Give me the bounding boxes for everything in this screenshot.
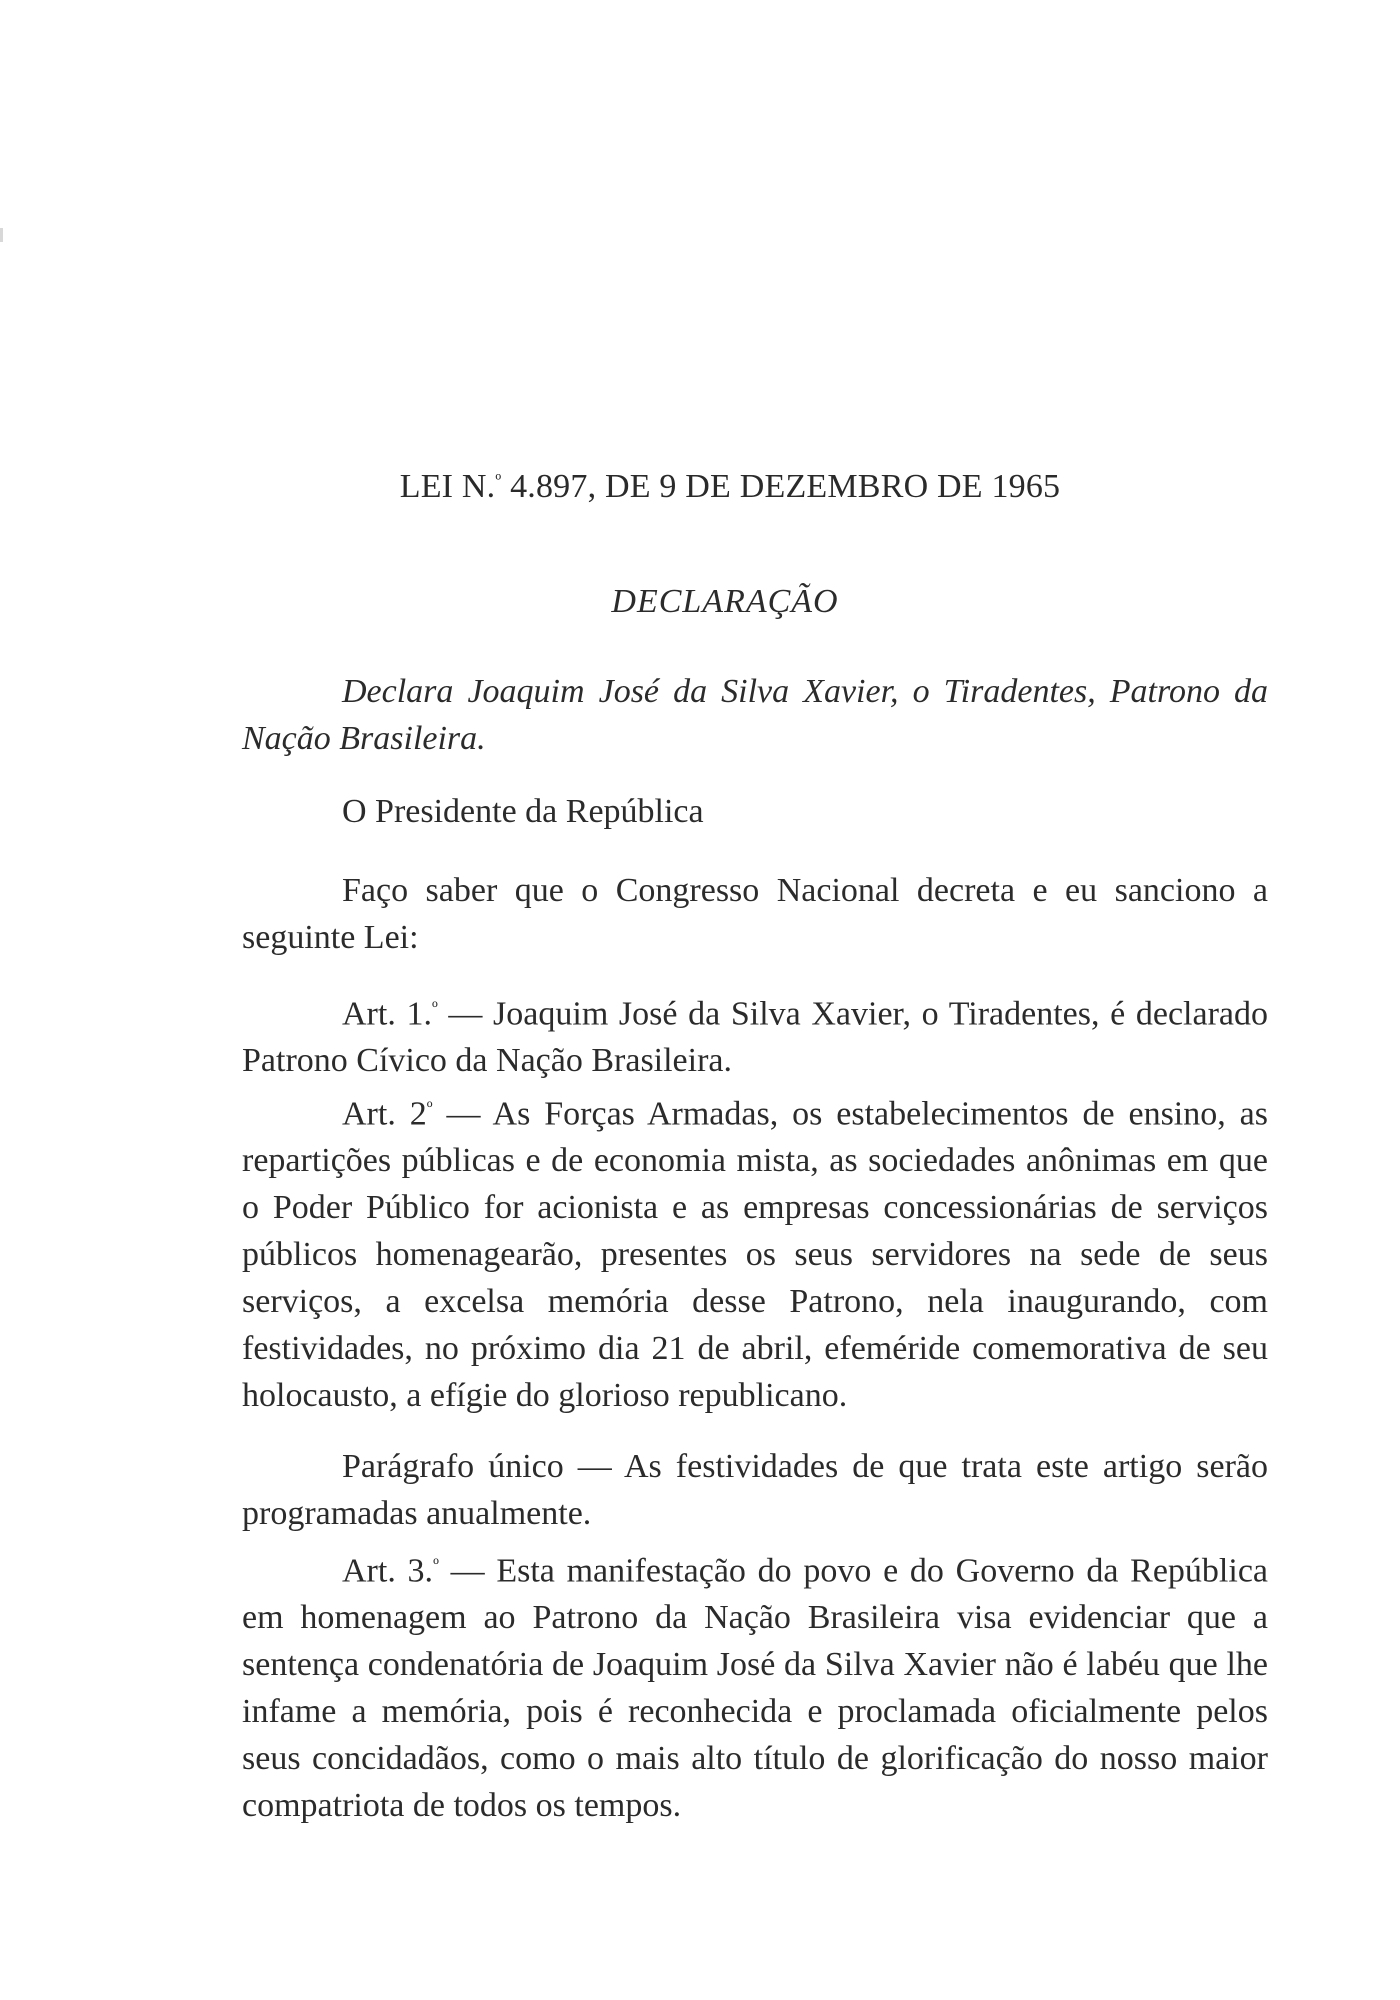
article-2-ordinal: º [426, 1098, 433, 1119]
article-3-ordinal: º [433, 1555, 439, 1576]
preamble-enactment: Faço saber que o Congresso Nacional decreta e eu sanciono a seguinte Lei: [242, 872, 1268, 956]
article-2 [242, 1085, 1268, 1419]
article-3 [242, 1542, 1268, 1829]
scan-edge-mark [0, 228, 3, 242]
law-title-ordinal: º [495, 470, 502, 492]
law-title [0, 468, 1400, 506]
law-subtitle: DECLARAÇÃO [611, 583, 839, 620]
article-3-text: — Esta manifestação do povo e do Governo da República em homenagem ao Patrono da Nação Brasileira visa evidenciar que a sentença condenatória de Joaquim José da Silva Xavier não é labéu que lhe infame a memória, pois é reconhecida e proclamada oficialmente pelos seus concidadãos, como o mais alto título de glorificação do nosso maior compatriota de todos os tempos. [242, 1552, 1269, 1825]
law-ementa: Declara Joaquim José da Silva Xavier, o Tiradentes, Patrono da Nação Brasileira. [242, 673, 1268, 757]
paragrafo-unico: Parágrafo único — As festividades de que trata este artigo serão programadas anualmente. [242, 1448, 1268, 1532]
article-1 [242, 985, 1268, 1084]
article-1-text: — Joaquim José da Silva Xavier, o Tiradentes, é declarado Patrono Cívico da Nação Brasileira. [242, 995, 1268, 1080]
article-1-label: Art. 1. [342, 995, 432, 1033]
article-3-label: Art. 3. [342, 1552, 434, 1590]
law-title-rest: 4.897, DE 9 DE DEZEMBRO DE 1965 [501, 468, 1061, 505]
article-1-ordinal: º [431, 998, 438, 1019]
article-2-label: Art. 2 [342, 1095, 427, 1133]
preamble-authority: O Presidente da República [342, 793, 704, 830]
article-2-text: — As Forças Armadas, os estabelecimentos de ensino, as repartições públicas e de economia mista, as sociedades anônimas em que o Poder Público for acionista e as empresas concessionárias de serviços públicos homenagearão, presentes os seus servidores na sede de seus serviços, a excelsa memória desse Patrono, nela inaugurando, com festividades, no próximo dia 21 de abril, efeméride comemorativa de seu holocausto, a efígie do glorioso republicano. [242, 1095, 1268, 1415]
law-title-prefix: LEI N. [399, 468, 496, 505]
